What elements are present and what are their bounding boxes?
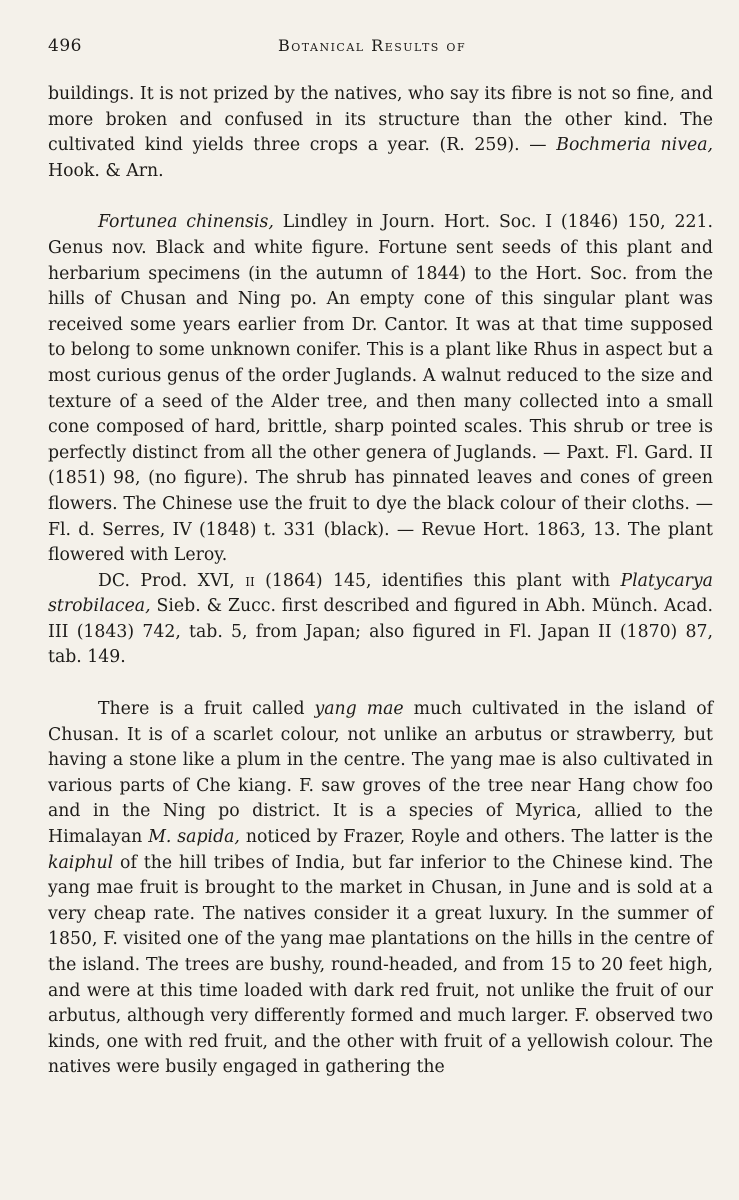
paragraph-text: There is a fruit called (98, 699, 315, 720)
page-header (48, 36, 713, 60)
paragraph-boehmeria (48, 82, 713, 184)
species-name: Platycarya strobilacea, (48, 570, 713, 617)
paragraph-text: much cultivated in the island of Chusan. It is of a scarlet colour, not unlike an arbutus or strawberry, but having a stone like a plum in the centre. The yang mae is also cultivated in various parts of Che kiang. F. saw groves of the tree near Hang chow foo and in the Ning po district. It is a species of Myrica, allied to the Himalayan (48, 699, 713, 848)
paragraph-platycarya (48, 569, 713, 671)
species-name: Fortunea chinensis, (98, 212, 274, 233)
paragraph-text: noticed by Frazer, Royle and others. The latter is the (239, 827, 714, 848)
paragraph-text: Sieb. & Zucc. first described and figured in Abh. Münch. Acad. III (1843) 742, tab. 5, from Japan; also figured in Fl. Japan II (1870) 87, tab. 149. (48, 596, 713, 668)
running-title: Botanical Results of (278, 36, 467, 55)
italic-term: yang mae (314, 699, 404, 720)
species-name: Bochmeria nivea, (556, 135, 713, 156)
paragraph-fortunea (48, 210, 713, 568)
page-number: 496 (48, 36, 82, 56)
species-name: M. sapida, (148, 827, 240, 848)
paragraph-text: DC. Prod. XVI, (98, 570, 246, 591)
body-text (48, 82, 713, 1081)
paragraph-spacer (48, 184, 713, 210)
paragraph-text: Hook. & Arn. (48, 160, 164, 181)
paragraph-spacer (48, 671, 713, 697)
roman-numeral: ii (245, 570, 255, 591)
paragraph-text: of the hill tribes of India, but far inferior to the Chinese kind. The yang mae fruit is brought to the market in Chusan, in June and is sold at a very cheap rate. The natives consider it a great luxury. In the summer of 1850, F. visited one of the yang mae plantations on the hills in the centre of the island. The trees are bushy, round-headed, and from 15 to 20 feet high, and were at this time loaded with dark red fruit, not unlike the fruit of our arbutus, although very differently formed and much larger. F. observed two kinds, one with red fruit, and the other with fruit of a yellowish colour. The natives were busily engaged in gathering the (48, 852, 713, 1078)
paragraph-text: (1864) 145, identifies this plant with (254, 570, 621, 591)
paragraph-text: Lindley in Journ. Hort. Soc. I (1846) 150, 221. Genus nov. Black and white figure. Fortune sent seeds of this plant and herbarium specimens (in the autumn of 1844) to the Hort. Soc. from the hills of Chusan and Ning po. An empty cone of this singular plant was received some years earlier from Dr. Cantor. It was at that time supposed to belong to some unknown conifer. This is a plant like Rhus in aspect but a most curious genus of the order Juglands. A walnut reduced to the size and texture of a seed of the Alder tree, and then many collected into a small cone composed of hard, brittle, sharp pointed scales. This shrub or tree is perfectly distinct from all the other genera of Juglands. — Paxt. Fl. Gard. II (1851) 98, (no figure). The shrub has pinnated leaves and cones of green flowers. The Chinese use the fruit to dye the black colour of their cloths. — Fl. d. Serres, IV (1848) t. 331 (black). — Revue Hort. 1863, 13. The plant flowered with Leroy. (48, 212, 713, 566)
paragraph-text: buildings. It is not prized by the natives, who say its fibre is not so fine, and more broken and confused in its structure than the other kind. The cultivated kind yields three crops a year. (R. 259). — (48, 84, 713, 156)
italic-term: kaiphul (48, 852, 114, 873)
paragraph-yang-mae (48, 697, 713, 1081)
